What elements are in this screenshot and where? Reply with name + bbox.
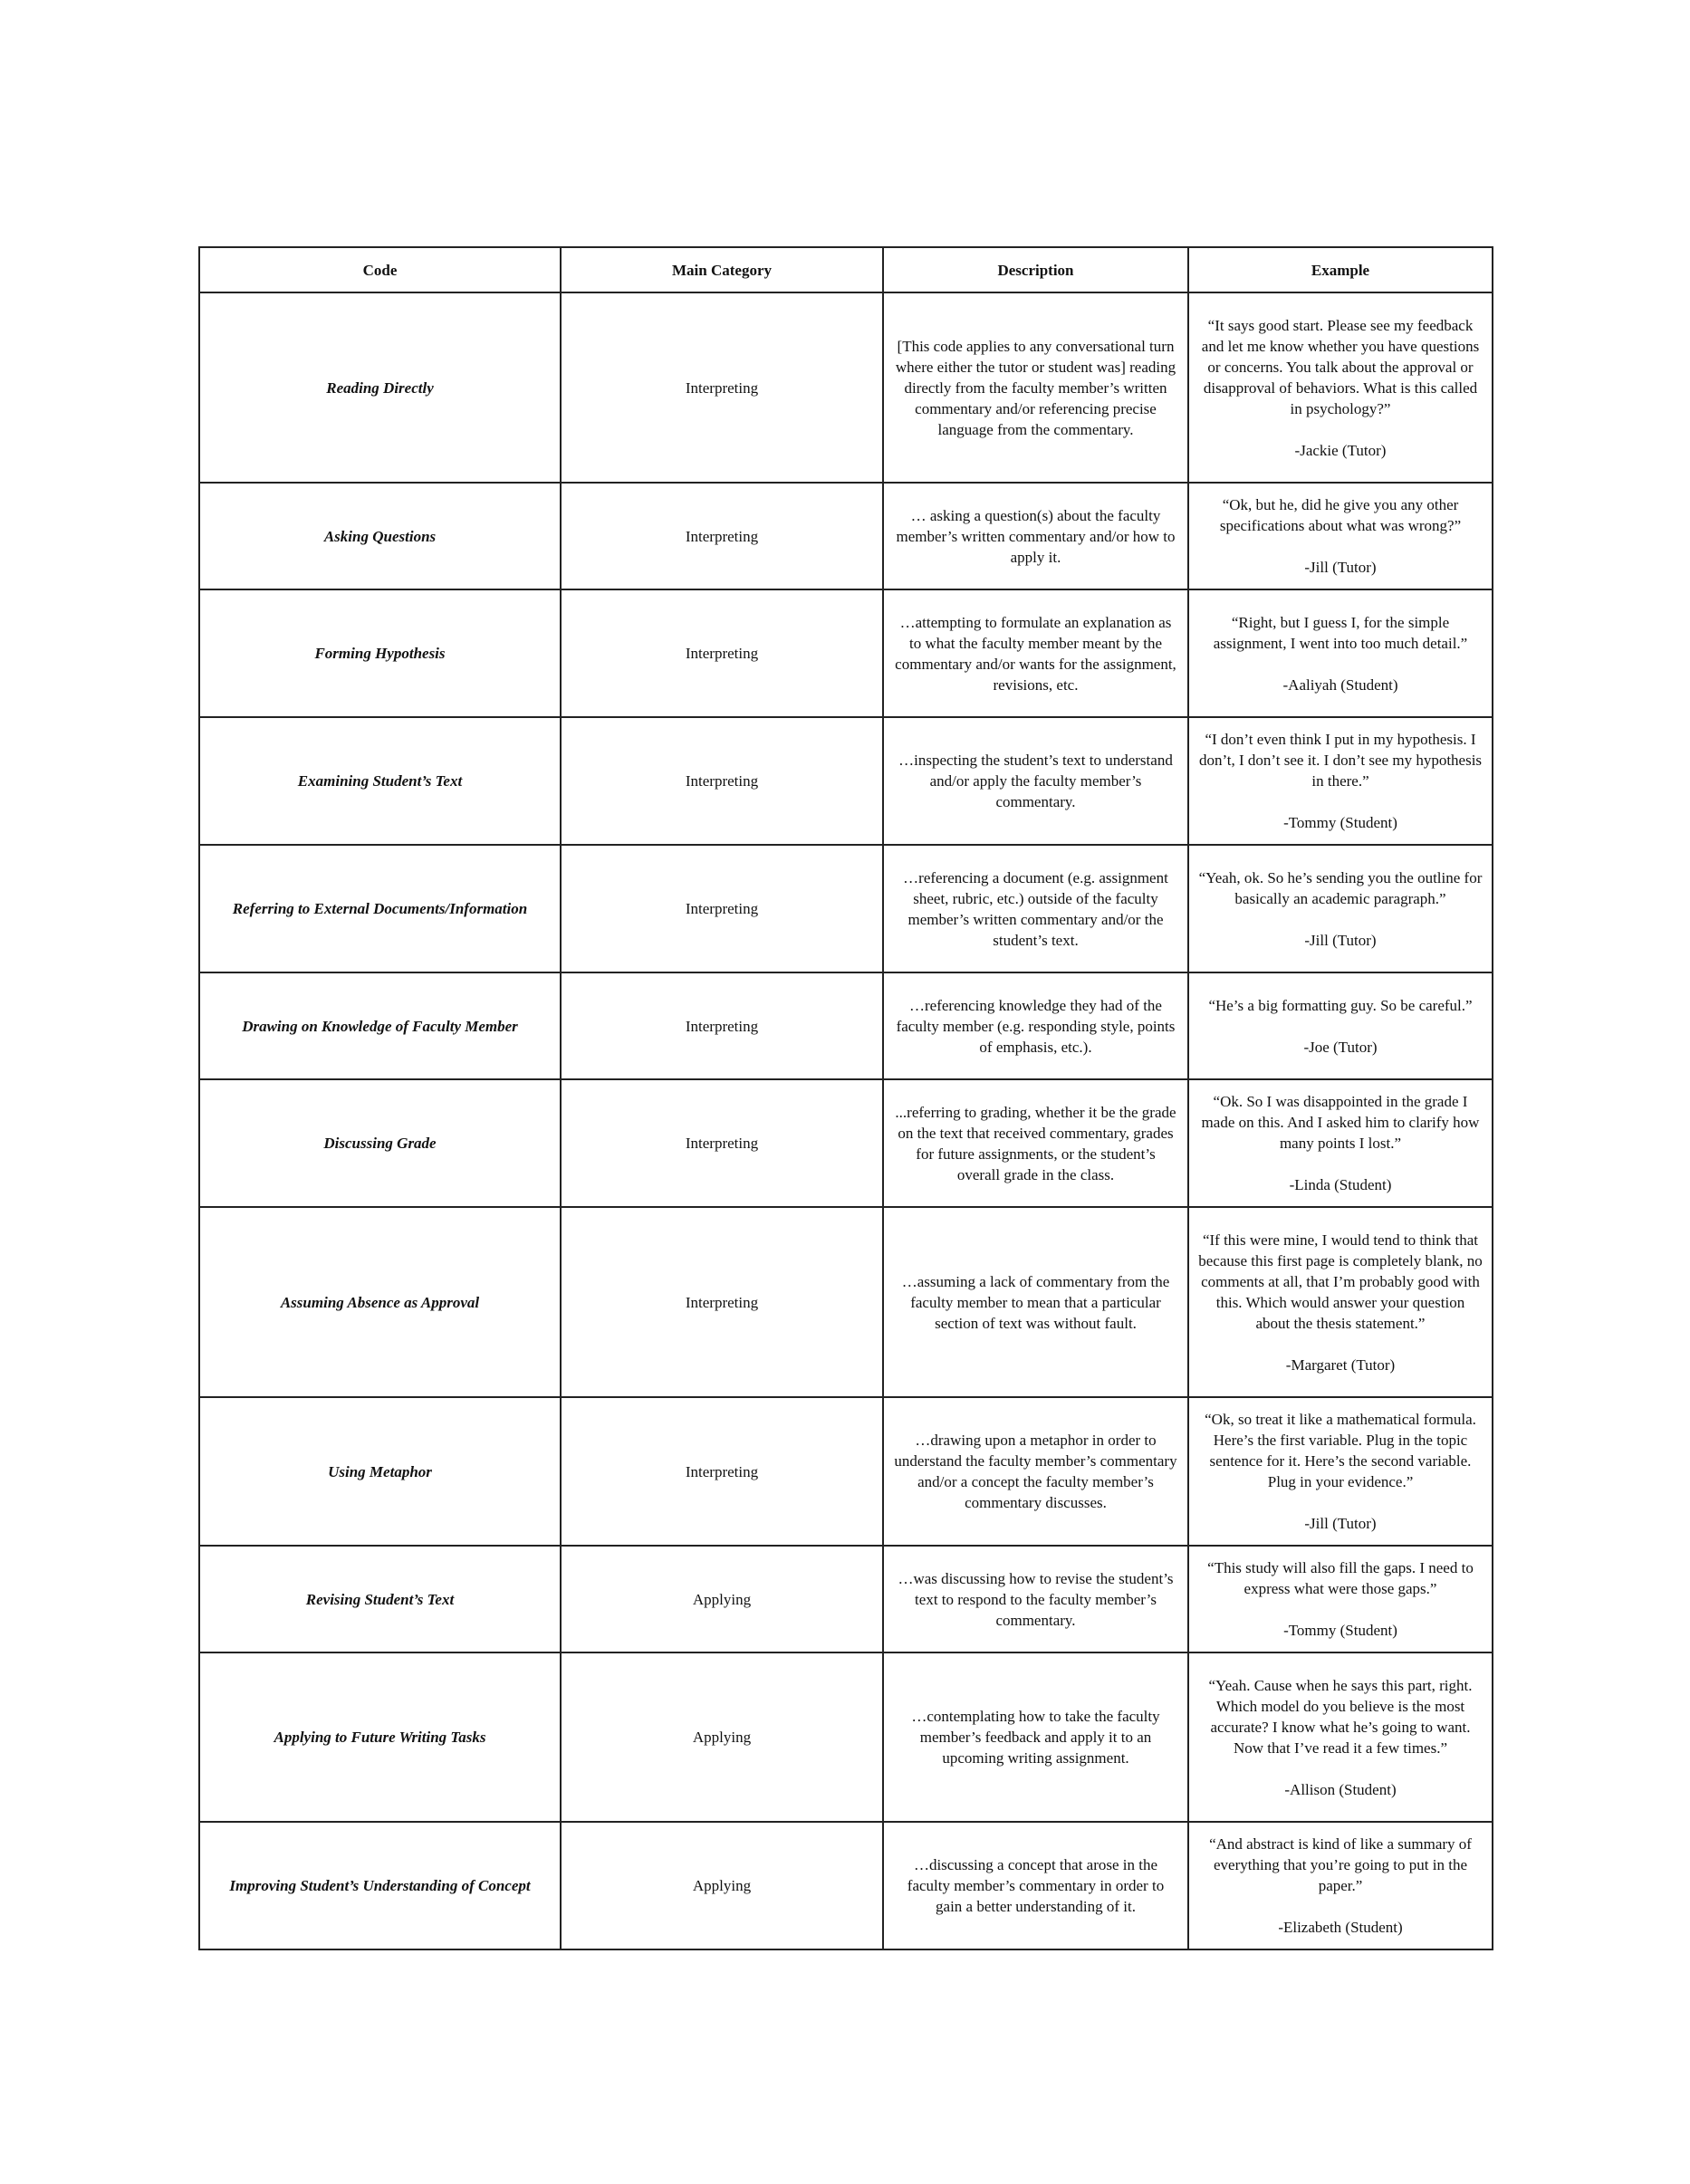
description-cell: …referencing knowledge they had of the faculty member (e.g. responding style, points of emphasis, etc.). <box>883 972 1188 1079</box>
example-attribution: -Jill (Tutor) <box>1304 931 1377 949</box>
table-row <box>199 1822 1493 1949</box>
description-cell: …drawing upon a metaphor in order to understand the faculty member’s commentary and/or a concept the faculty member’s commentary discusses. <box>883 1397 1188 1546</box>
example-quote: “He’s a big formatting guy. So be careful.” <box>1208 996 1473 1014</box>
example-cell <box>1188 1822 1493 1949</box>
code-cell: Using Metaphor <box>199 1397 561 1546</box>
code-cell: Asking Questions <box>199 483 561 589</box>
example-attribution: -Jill (Tutor) <box>1304 1515 1377 1532</box>
description-cell: … asking a question(s) about the faculty member’s written commentary and/or how to apply it. <box>883 483 1188 589</box>
example-cell <box>1188 1652 1493 1822</box>
example-attribution: -Tommy (Student) <box>1283 814 1397 831</box>
example-quote: “Ok. So I was disappointed in the grade I made on this. And I asked him to clarify how many points I lost.” <box>1201 1093 1480 1152</box>
example-cell <box>1188 972 1493 1079</box>
code-cell: Applying to Future Writing Tasks <box>199 1652 561 1822</box>
example-cell <box>1188 1207 1493 1397</box>
example-quote: “If this were mine, I would tend to think that because this first page is completely blank, no comments at all, that I’m probably good with this. Which would answer your question about the thesis statement.” <box>1198 1231 1483 1332</box>
example-quote: “Ok, but he, did he give you any other specifications about what was wrong?” <box>1219 496 1462 534</box>
table-row <box>199 483 1493 589</box>
category-cell: Interpreting <box>561 1207 883 1397</box>
code-cell: Improving Student’s Understanding of Concept <box>199 1822 561 1949</box>
code-cell: Referring to External Documents/Information <box>199 845 561 972</box>
code-cell: Discussing Grade <box>199 1079 561 1207</box>
description-cell: …assuming a lack of commentary from the faculty member to mean that a particular section of text was without fault. <box>883 1207 1188 1397</box>
example-attribution: -Allison (Student) <box>1284 1780 1397 1798</box>
description-cell: [This code applies to any conversational turn where either the tutor or student was] reading directly from the faculty member’s written commentary and/or referencing precise language from the commentary. <box>883 292 1188 483</box>
example-quote: “Right, but I guess I, for the simple assignment, I went into too much detail.” <box>1213 613 1468 652</box>
example-cell <box>1188 589 1493 717</box>
example-attribution: -Margaret (Tutor) <box>1285 1355 1396 1374</box>
header-main-category: Main Category <box>561 247 883 292</box>
code-cell: Drawing on Knowledge of Faculty Member <box>199 972 561 1079</box>
description-cell: …was discussing how to revise the student’s text to respond to the faculty member’s commentary. <box>883 1546 1188 1652</box>
category-cell: Applying <box>561 1652 883 1822</box>
description-cell: ...referring to grading, whether it be the grade on the text that received commentary, grades for future assignments, or the student’s overall grade in the class. <box>883 1079 1188 1207</box>
table-row <box>199 589 1493 717</box>
code-cell: Examining Student’s Text <box>199 717 561 845</box>
example-attribution: -Tommy (Student) <box>1283 1622 1397 1639</box>
category-cell: Interpreting <box>561 1397 883 1546</box>
category-cell: Interpreting <box>561 292 883 483</box>
table-row <box>199 845 1493 972</box>
example-attribution: -Linda (Student) <box>1289 1176 1392 1193</box>
example-quote: “And abstract is kind of like a summary of everything that you’re going to put in the paper.” <box>1209 1835 1472 1894</box>
example-quote: “Yeah. Cause when he says this part, right. Which model do you believe is the most accurate? I know what he’s going to want. Now that I’ve read it a few times.” <box>1208 1676 1473 1757</box>
description-cell: …discussing a concept that arose in the faculty member’s commentary in order to gain a better understanding of it. <box>883 1822 1188 1949</box>
example-cell <box>1188 1079 1493 1207</box>
table-row <box>199 1546 1493 1652</box>
example-attribution: -Joe (Tutor) <box>1303 1038 1378 1056</box>
example-attribution: -Jill (Tutor) <box>1304 559 1377 576</box>
header-example: Example <box>1188 247 1493 292</box>
table-body <box>199 292 1493 1949</box>
table-row <box>199 972 1493 1079</box>
table-row <box>199 1207 1493 1397</box>
code-cell: Reading Directly <box>199 292 561 483</box>
example-cell <box>1188 845 1493 972</box>
table-row <box>199 717 1493 845</box>
code-cell: Assuming Absence as Approval <box>199 1207 561 1397</box>
code-cell: Forming Hypothesis <box>199 589 561 717</box>
category-cell: Interpreting <box>561 972 883 1079</box>
category-cell: Applying <box>561 1546 883 1652</box>
category-cell: Applying <box>561 1822 883 1949</box>
table-row <box>199 1652 1493 1822</box>
category-cell: Interpreting <box>561 845 883 972</box>
category-cell: Interpreting <box>561 717 883 845</box>
category-cell: Interpreting <box>561 483 883 589</box>
table-row <box>199 292 1493 483</box>
table-row <box>199 1397 1493 1546</box>
code-cell: Revising Student’s Text <box>199 1546 561 1652</box>
description-cell: …attempting to formulate an explanation as to what the faculty member meant by the commentary and/or wants for the assignment, revisions, etc. <box>883 589 1188 717</box>
example-cell <box>1188 717 1493 845</box>
example-quote: “This study will also fill the gaps. I need to express what were those gaps.” <box>1207 1559 1474 1597</box>
example-quote: “It says good start. Please see my feedback and let me know whether you have questions or concerns. You talk about the approval or disapproval of behaviors. What is this called in psychology?” <box>1201 316 1480 417</box>
example-cell <box>1188 1546 1493 1652</box>
header-row <box>199 247 1493 292</box>
example-quote: “Ok, so treat it like a mathematical formula. Here’s the first variable. Plug in the topic sentence for it. Here’s the second variable. Plug in your evidence.” <box>1205 1411 1476 1490</box>
example-cell <box>1188 483 1493 589</box>
example-attribution: -Jackie (Tutor) <box>1294 441 1387 459</box>
description-cell: …inspecting the student’s text to understand and/or apply the faculty member’s commentary. <box>883 717 1188 845</box>
category-cell: Interpreting <box>561 589 883 717</box>
example-cell <box>1188 1397 1493 1546</box>
category-cell: Interpreting <box>561 1079 883 1207</box>
description-cell: …contemplating how to take the faculty member’s feedback and apply it to an upcoming writing assignment. <box>883 1652 1188 1822</box>
example-attribution: -Elizabeth (Student) <box>1278 1919 1403 1936</box>
description-cell: …referencing a document (e.g. assignment sheet, rubric, etc.) outside of the faculty member’s written commentary and/or the student’s text. <box>883 845 1188 972</box>
table-row <box>199 1079 1493 1207</box>
example-quote: “I don’t even think I put in my hypothesis. I don’t, I don’t see it. I don’t see my hypothesis in there.” <box>1198 731 1483 790</box>
example-quote: “Yeah, ok. So he’s sending you the outline for basically an academic paragraph.” <box>1198 868 1483 907</box>
header-description: Description <box>883 247 1188 292</box>
coding-scheme-table <box>198 246 1493 1950</box>
header-code: Code <box>199 247 561 292</box>
example-cell <box>1188 292 1493 483</box>
example-attribution: -Aaliyah (Student) <box>1282 675 1398 694</box>
